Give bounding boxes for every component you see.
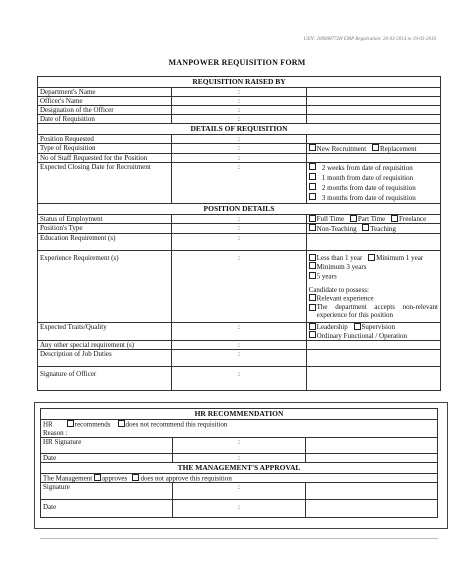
two-months-checkbox[interactable]: [309, 183, 316, 190]
table-row: Type of Requisition : New Recruitment Replacement: [38, 144, 441, 154]
management-date-field[interactable]: [305, 500, 437, 518]
five-years-checkbox[interactable]: [309, 272, 316, 279]
table-row: Expected Closing Date for Recruitment : 2 weeks from date of requisition 1 month from date of requisition 2 months from date of requisition 3 months from date of requisition: [38, 162, 441, 203]
table-row: Designation of the Officer :: [38, 106, 441, 115]
leadership-checkbox[interactable]: [309, 323, 316, 330]
relevant-experience-checkbox[interactable]: [309, 294, 316, 301]
job-duties-input[interactable]: [306, 349, 440, 366]
table-row: Status of Employment : Full Time Part Time Freelance: [38, 214, 441, 224]
footer-divider: [40, 538, 438, 539]
form-title: MANPOWER REQUISITION FORM: [168, 58, 306, 67]
table-row: Description of Job Duties :: [38, 349, 441, 366]
table-row: Date :: [41, 500, 438, 518]
section-header-position: POSITION DETAILS: [38, 203, 441, 214]
table-row: Signature of Officer :: [38, 366, 441, 390]
section-header-raised-by: REQUISITION RAISED BY: [38, 77, 441, 88]
date-of-requisition-input[interactable]: [306, 115, 440, 124]
department-name-input[interactable]: [306, 88, 440, 97]
field-label: Department's Name: [38, 88, 172, 97]
officer-signature-field[interactable]: [306, 366, 440, 390]
section-header-details: DETAILS OF REQUISITION: [38, 124, 441, 135]
field-label: Officer's Name: [38, 97, 172, 106]
part-time-checkbox[interactable]: [350, 215, 357, 222]
two-weeks-checkbox[interactable]: [309, 163, 316, 170]
table-row: Education Requirement (s) :: [38, 233, 441, 250]
staff-count-input[interactable]: [306, 153, 440, 162]
hr-recommends-checkbox[interactable]: [67, 420, 74, 427]
reason-field[interactable]: Reason :: [43, 428, 68, 437]
position-requested-input[interactable]: [306, 135, 440, 144]
table-row: Date of Requisition :: [38, 115, 441, 124]
special-requirements-input[interactable]: [306, 340, 440, 349]
table-row: Date :: [41, 453, 438, 462]
new-recruitment-checkbox[interactable]: [309, 144, 316, 151]
three-months-checkbox[interactable]: [309, 193, 316, 200]
table-row: Signature :: [41, 483, 438, 500]
hr-not-recommend-checkbox[interactable]: [118, 420, 125, 427]
table-row: Any other special requirement (s) :: [38, 340, 441, 349]
replacement-checkbox[interactable]: [372, 144, 379, 151]
freelance-checkbox[interactable]: [391, 215, 398, 222]
hr-signature-field[interactable]: [305, 437, 437, 453]
table-row: HR recommends does not recommend this requisition Reason :: [41, 420, 438, 438]
table-row: HR Signature :: [41, 437, 438, 453]
ordinary-functional-checkbox[interactable]: [309, 331, 316, 338]
officer-name-input[interactable]: [306, 97, 440, 106]
table-row: Position's Type : Non-Teaching Teaching: [38, 224, 441, 234]
management-not-approve-checkbox[interactable]: [132, 474, 139, 481]
table-row: Position Requested :: [38, 135, 441, 144]
management-approves-checkbox[interactable]: [94, 474, 101, 481]
non-teaching-checkbox[interactable]: [309, 224, 316, 231]
education-input[interactable]: [306, 233, 440, 250]
approval-table: [40, 408, 438, 518]
less-than-1-year-checkbox[interactable]: [309, 254, 316, 261]
table-row: Officer's Name :: [38, 97, 441, 106]
section-header-management: THE MANAGEMENT'S APPROVAL: [41, 462, 438, 473]
minimum-3-years-checkbox[interactable]: [309, 262, 316, 269]
table-row: Expected Traits/Quality : Leadership Supervision Ordinary Functional / Operation: [38, 322, 441, 340]
hr-date-field[interactable]: [305, 453, 437, 462]
field-label: Designation of the Officer: [38, 106, 172, 115]
management-signature-field[interactable]: [305, 483, 437, 500]
one-month-checkbox[interactable]: [309, 173, 316, 180]
teaching-checkbox[interactable]: [362, 224, 369, 231]
table-row: Experience Requirement (s) : Less than 1 year Minimum 1 year Minimum 3 years 5 years Candidate to possess: Relevant experience The department accepts non-relevant experience for this position: [38, 250, 441, 322]
field-label: Date of Requisition: [38, 115, 172, 124]
full-time-checkbox[interactable]: [309, 215, 316, 222]
designation-input[interactable]: [306, 106, 440, 115]
requisition-table: [37, 76, 441, 391]
minimum-1-year-checkbox[interactable]: [368, 254, 375, 261]
registration-note: UEN: 200808772H EMP Registration: 20-03-2014 to 19-03-2016: [303, 37, 436, 42]
table-row: No of Staff Requested for the Position :: [38, 153, 441, 162]
section-header-hr: HR RECOMMENDATION: [41, 409, 438, 420]
table-row: The Management approves does not approve this requisition: [41, 473, 438, 483]
non-relevant-experience-checkbox[interactable]: [309, 304, 316, 311]
supervision-checkbox[interactable]: [354, 323, 361, 330]
table-row: Department's Name :: [38, 88, 441, 97]
